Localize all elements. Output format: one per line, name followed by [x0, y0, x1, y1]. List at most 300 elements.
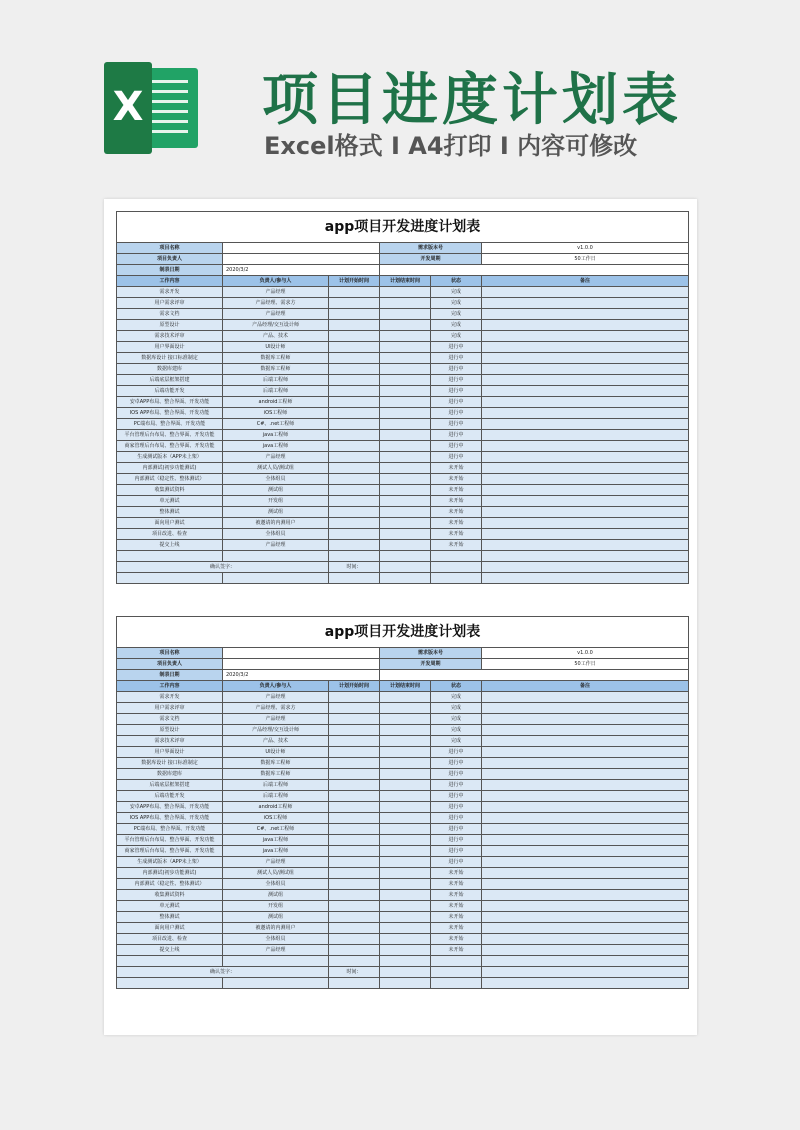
- owner-cell: iOS工程师: [223, 813, 329, 824]
- empty-cell: [380, 573, 431, 584]
- end-cell: [380, 736, 431, 747]
- column-header: 计划结束时间: [380, 681, 431, 692]
- table-row: [117, 320, 689, 331]
- note-cell: [482, 375, 689, 386]
- status-cell: 进行中: [431, 780, 482, 791]
- end-cell: [380, 692, 431, 703]
- start-cell: [329, 386, 380, 397]
- empty-cell: [223, 978, 329, 989]
- status-cell: 进行中: [431, 857, 482, 868]
- table-row: [117, 375, 689, 386]
- owner-cell: 被邀请的内测用户: [223, 518, 329, 529]
- end-cell: [380, 496, 431, 507]
- start-cell: [329, 890, 380, 901]
- end-cell: [380, 846, 431, 857]
- status-cell: 进行中: [431, 802, 482, 813]
- start-cell: [329, 408, 380, 419]
- note-cell: [482, 692, 689, 703]
- owner-cell: 数据库工程师: [223, 758, 329, 769]
- table-row: [117, 540, 689, 551]
- version-value: v1.0.0: [482, 648, 689, 659]
- note-cell: [482, 298, 689, 309]
- table-row: [117, 419, 689, 430]
- owner-cell: 产品经理: [223, 857, 329, 868]
- note-cell: [482, 518, 689, 529]
- empty-cell: [329, 551, 380, 562]
- owner-cell: java工程师: [223, 441, 329, 452]
- note-cell: [482, 747, 689, 758]
- table-row: [117, 452, 689, 463]
- empty-cell: [431, 967, 482, 978]
- owner-cell: 后端工程师: [223, 791, 329, 802]
- status-cell: 完成: [431, 320, 482, 331]
- empty-cell: [431, 978, 482, 989]
- task-cell: 内部测试(初步功能测试): [117, 868, 223, 879]
- start-cell: [329, 342, 380, 353]
- owner-cell: 产品、技术: [223, 736, 329, 747]
- task-cell: 安卓APP布局、整合界面、开发功能: [117, 802, 223, 813]
- table-row: [117, 835, 689, 846]
- end-cell: [380, 287, 431, 298]
- task-cell: 后端功能开发: [117, 386, 223, 397]
- end-cell: [380, 529, 431, 540]
- status-cell: 未开始: [431, 934, 482, 945]
- status-cell: 完成: [431, 309, 482, 320]
- owner-value: [223, 254, 380, 265]
- task-cell: 需求开发: [117, 287, 223, 298]
- table-row: [117, 747, 689, 758]
- note-cell: [482, 408, 689, 419]
- table-row: [117, 736, 689, 747]
- note-cell: [482, 945, 689, 956]
- owner-cell: android工程师: [223, 802, 329, 813]
- empty-cell: [380, 562, 431, 573]
- start-cell: [329, 725, 380, 736]
- table-row: [117, 463, 689, 474]
- end-cell: [380, 857, 431, 868]
- banner-title: 项目进度计划表: [262, 68, 682, 133]
- date-label: 制表日期: [117, 265, 223, 276]
- task-cell: 商家管理后台布局、整合界面、开发功能: [117, 846, 223, 857]
- owner-cell: 测试组: [223, 890, 329, 901]
- empty-cell: [482, 573, 689, 584]
- project-name-label: 项目名称: [117, 648, 223, 659]
- note-cell: [482, 507, 689, 518]
- owner-cell: 产品经理: [223, 945, 329, 956]
- date-value: 2020/3/2: [223, 670, 380, 681]
- status-cell: 未开始: [431, 463, 482, 474]
- status-cell: 完成: [431, 298, 482, 309]
- start-cell: [329, 298, 380, 309]
- owner-cell: java工程师: [223, 835, 329, 846]
- status-cell: 进行中: [431, 408, 482, 419]
- table-row: [117, 813, 689, 824]
- task-cell: 提交上线: [117, 540, 223, 551]
- end-cell: [380, 463, 431, 474]
- end-cell: [380, 309, 431, 320]
- status-cell: 进行中: [431, 430, 482, 441]
- owner-cell: 产品经理/交互设计师: [223, 320, 329, 331]
- status-cell: 进行中: [431, 835, 482, 846]
- status-cell: 未开始: [431, 474, 482, 485]
- table-row: [117, 857, 689, 868]
- version-label: 需求版本号: [380, 648, 482, 659]
- start-cell: [329, 353, 380, 364]
- status-cell: 进行中: [431, 441, 482, 452]
- status-cell: 未开始: [431, 518, 482, 529]
- task-cell: 数据库设计 接口标准制定: [117, 353, 223, 364]
- task-cell: 项目改进、检查: [117, 934, 223, 945]
- start-cell: [329, 802, 380, 813]
- owner-cell: 测试人员/测试组: [223, 463, 329, 474]
- owner-label: 项目负责人: [117, 254, 223, 265]
- note-cell: [482, 397, 689, 408]
- owner-label: 项目负责人: [117, 659, 223, 670]
- table-row: [117, 529, 689, 540]
- project-name-label: 项目名称: [117, 243, 223, 254]
- status-cell: 进行中: [431, 769, 482, 780]
- end-cell: [380, 408, 431, 419]
- empty-cell: [431, 956, 482, 967]
- start-cell: [329, 857, 380, 868]
- start-cell: [329, 912, 380, 923]
- owner-cell: 产品经理、需求方: [223, 298, 329, 309]
- end-cell: [380, 518, 431, 529]
- status-cell: 进行中: [431, 452, 482, 463]
- table-row: [117, 474, 689, 485]
- note-cell: [482, 353, 689, 364]
- start-cell: [329, 507, 380, 518]
- status-cell: 进行中: [431, 747, 482, 758]
- end-cell: [380, 430, 431, 441]
- note-cell: [482, 857, 689, 868]
- note-cell: [482, 463, 689, 474]
- start-cell: [329, 430, 380, 441]
- start-cell: [329, 934, 380, 945]
- table-row: [117, 309, 689, 320]
- owner-cell: 被邀请的内测用户: [223, 923, 329, 934]
- note-cell: [482, 342, 689, 353]
- start-cell: [329, 419, 380, 430]
- owner-cell: 数据库工程师: [223, 353, 329, 364]
- empty-cell: [329, 573, 380, 584]
- time-label: 时间：: [329, 562, 380, 573]
- end-cell: [380, 802, 431, 813]
- start-cell: [329, 879, 380, 890]
- status-cell: 进行中: [431, 846, 482, 857]
- empty-cell: [482, 562, 689, 573]
- task-cell: 数据库建库: [117, 769, 223, 780]
- column-header: 工作内容: [117, 681, 223, 692]
- table-row: [117, 703, 689, 714]
- empty-cell: [380, 551, 431, 562]
- period-label: 开发周期: [380, 254, 482, 265]
- task-cell: 单元测试: [117, 901, 223, 912]
- end-cell: [380, 375, 431, 386]
- owner-cell: 测试组: [223, 507, 329, 518]
- owner-cell: UI设计师: [223, 342, 329, 353]
- table-row: [117, 397, 689, 408]
- start-cell: [329, 463, 380, 474]
- status-cell: 进行中: [431, 353, 482, 364]
- end-cell: [380, 364, 431, 375]
- empty-cell: [482, 967, 689, 978]
- status-cell: 完成: [431, 714, 482, 725]
- note-cell: [482, 287, 689, 298]
- owner-cell: C#、.net工程师: [223, 824, 329, 835]
- owner-cell: 产品经理: [223, 714, 329, 725]
- note-cell: [482, 901, 689, 912]
- owner-cell: 后端工程师: [223, 780, 329, 791]
- note-cell: [482, 813, 689, 824]
- end-cell: [380, 441, 431, 452]
- owner-cell: 产品经理/交互设计师: [223, 725, 329, 736]
- status-cell: 未开始: [431, 485, 482, 496]
- status-cell: 进行中: [431, 342, 482, 353]
- end-cell: [380, 353, 431, 364]
- column-header: 负责人/参与人: [223, 681, 329, 692]
- end-cell: [380, 813, 431, 824]
- owner-cell: 开发组: [223, 496, 329, 507]
- table-row: [117, 714, 689, 725]
- status-cell: 未开始: [431, 540, 482, 551]
- end-cell: [380, 725, 431, 736]
- time-label: 时间：: [329, 967, 380, 978]
- start-cell: [329, 692, 380, 703]
- start-cell: [329, 452, 380, 463]
- owner-cell: 后端工程师: [223, 375, 329, 386]
- note-cell: [482, 540, 689, 551]
- empty-cell: [482, 978, 689, 989]
- start-cell: [329, 824, 380, 835]
- status-cell: 进行中: [431, 791, 482, 802]
- table-row: [117, 758, 689, 769]
- end-cell: [380, 419, 431, 430]
- column-header: 工作内容: [117, 276, 223, 287]
- status-cell: 进行中: [431, 364, 482, 375]
- owner-cell: android工程师: [223, 397, 329, 408]
- status-cell: 进行中: [431, 419, 482, 430]
- start-cell: [329, 758, 380, 769]
- note-cell: [482, 309, 689, 320]
- note-cell: [482, 758, 689, 769]
- owner-cell: 产品、技术: [223, 331, 329, 342]
- empty-cell: [380, 978, 431, 989]
- owner-cell: java工程师: [223, 846, 329, 857]
- empty-cell: [329, 956, 380, 967]
- note-cell: [482, 912, 689, 923]
- task-cell: 需求文档: [117, 714, 223, 725]
- end-cell: [380, 540, 431, 551]
- empty-cell: [431, 573, 482, 584]
- start-cell: [329, 309, 380, 320]
- table-row: [117, 791, 689, 802]
- status-cell: 未开始: [431, 496, 482, 507]
- date-label: 制表日期: [117, 670, 223, 681]
- schedule-table-2: [116, 616, 689, 989]
- start-cell: [329, 846, 380, 857]
- start-cell: [329, 923, 380, 934]
- task-cell: 平台管理后台布局、整合界面、开发功能: [117, 835, 223, 846]
- end-cell: [380, 824, 431, 835]
- start-cell: [329, 714, 380, 725]
- banner: [0, 0, 800, 200]
- note-cell: [482, 714, 689, 725]
- start-cell: [329, 780, 380, 791]
- owner-cell: 后端工程师: [223, 386, 329, 397]
- status-cell: 完成: [431, 331, 482, 342]
- status-cell: 未开始: [431, 912, 482, 923]
- task-cell: 生成测试版本（APP未上架）: [117, 452, 223, 463]
- start-cell: [329, 320, 380, 331]
- start-cell: [329, 813, 380, 824]
- note-cell: [482, 364, 689, 375]
- task-cell: 后端功能开发: [117, 791, 223, 802]
- table-row: [117, 879, 689, 890]
- empty-cell: [223, 573, 329, 584]
- start-cell: [329, 835, 380, 846]
- empty-cell: [223, 551, 329, 562]
- table-row: [117, 386, 689, 397]
- note-cell: [482, 331, 689, 342]
- column-header: 计划结束时间: [380, 276, 431, 287]
- task-cell: 安卓APP布局、整合界面、开发功能: [117, 397, 223, 408]
- note-cell: [482, 452, 689, 463]
- status-cell: 进行中: [431, 397, 482, 408]
- start-cell: [329, 529, 380, 540]
- task-cell: 数据库设计 接口标准制定: [117, 758, 223, 769]
- task-cell: IOS APP布局、整合界面、开发功能: [117, 813, 223, 824]
- status-cell: 完成: [431, 736, 482, 747]
- task-cell: 需求技术评审: [117, 736, 223, 747]
- owner-cell: 产品经理: [223, 287, 329, 298]
- start-cell: [329, 496, 380, 507]
- empty-cell: [431, 562, 482, 573]
- status-cell: 进行中: [431, 758, 482, 769]
- table-row: [117, 496, 689, 507]
- task-cell: IOS APP布局、整合界面、开发功能: [117, 408, 223, 419]
- column-header: 备注: [482, 276, 689, 287]
- table-row: [117, 945, 689, 956]
- note-cell: [482, 441, 689, 452]
- period-label: 开发周期: [380, 659, 482, 670]
- table-row: [117, 780, 689, 791]
- empty-cell: [482, 956, 689, 967]
- empty-cell: [117, 551, 223, 562]
- end-cell: [380, 397, 431, 408]
- end-cell: [380, 452, 431, 463]
- table-row: [117, 923, 689, 934]
- empty-cell: [482, 551, 689, 562]
- end-cell: [380, 890, 431, 901]
- empty-cell: [117, 978, 223, 989]
- note-cell: [482, 824, 689, 835]
- end-cell: [380, 747, 431, 758]
- note-cell: [482, 879, 689, 890]
- period-value: 50工作日: [482, 659, 689, 670]
- start-cell: [329, 540, 380, 551]
- date-empty-cell: [380, 265, 689, 276]
- end-cell: [380, 320, 431, 331]
- start-cell: [329, 375, 380, 386]
- note-cell: [482, 725, 689, 736]
- note-cell: [482, 802, 689, 813]
- owner-cell: 产品经理、需求方: [223, 703, 329, 714]
- task-cell: 内部测试（稳定性、整体测试）: [117, 879, 223, 890]
- note-cell: [482, 474, 689, 485]
- task-cell: PC端布局、整合界面、开发功能: [117, 824, 223, 835]
- banner-subtitle: Excel格式 I A4打印 I 内容可修改: [264, 132, 638, 160]
- excel-logo-letter: X: [112, 84, 144, 130]
- sign-label: 确认签字：: [117, 562, 329, 573]
- task-cell: 商家管理后台布局、整合界面、开发功能: [117, 441, 223, 452]
- task-cell: 后端底层框架搭建: [117, 375, 223, 386]
- empty-cell: [117, 573, 223, 584]
- empty-cell: [329, 978, 380, 989]
- task-cell: 用户需求评审: [117, 298, 223, 309]
- date-value: 2020/3/2: [223, 265, 380, 276]
- task-cell: 提交上线: [117, 945, 223, 956]
- status-cell: 进行中: [431, 813, 482, 824]
- owner-cell: UI设计师: [223, 747, 329, 758]
- task-cell: 收集测试资料: [117, 890, 223, 901]
- task-cell: 生成测试版本（APP未上架）: [117, 857, 223, 868]
- task-cell: 后端底层框架搭建: [117, 780, 223, 791]
- task-cell: 整体测试: [117, 912, 223, 923]
- column-header: 备注: [482, 681, 689, 692]
- start-cell: [329, 901, 380, 912]
- start-cell: [329, 868, 380, 879]
- start-cell: [329, 485, 380, 496]
- task-cell: 面向用户测试: [117, 518, 223, 529]
- status-cell: 未开始: [431, 507, 482, 518]
- table-row: [117, 507, 689, 518]
- task-cell: 用户界面设计: [117, 342, 223, 353]
- task-cell: 需求文档: [117, 309, 223, 320]
- end-cell: [380, 342, 431, 353]
- end-cell: [380, 714, 431, 725]
- table-row: [117, 802, 689, 813]
- end-cell: [380, 879, 431, 890]
- note-cell: [482, 923, 689, 934]
- task-cell: 单元测试: [117, 496, 223, 507]
- end-cell: [380, 474, 431, 485]
- start-cell: [329, 364, 380, 375]
- note-cell: [482, 868, 689, 879]
- empty-cell: [117, 956, 223, 967]
- task-cell: 用户界面设计: [117, 747, 223, 758]
- start-cell: [329, 474, 380, 485]
- task-cell: 内部测试(初步功能测试): [117, 463, 223, 474]
- status-cell: 完成: [431, 703, 482, 714]
- status-cell: 未开始: [431, 529, 482, 540]
- status-cell: 未开始: [431, 901, 482, 912]
- owner-cell: C#、.net工程师: [223, 419, 329, 430]
- end-cell: [380, 835, 431, 846]
- task-cell: 数据库建库: [117, 364, 223, 375]
- start-cell: [329, 769, 380, 780]
- end-cell: [380, 780, 431, 791]
- start-cell: [329, 736, 380, 747]
- table-row: [117, 408, 689, 419]
- owner-cell: 测试组: [223, 485, 329, 496]
- owner-cell: iOS工程师: [223, 408, 329, 419]
- end-cell: [380, 507, 431, 518]
- owner-cell: 产品经理: [223, 692, 329, 703]
- start-cell: [329, 397, 380, 408]
- table-row: [117, 934, 689, 945]
- task-cell: 收集测试资料: [117, 485, 223, 496]
